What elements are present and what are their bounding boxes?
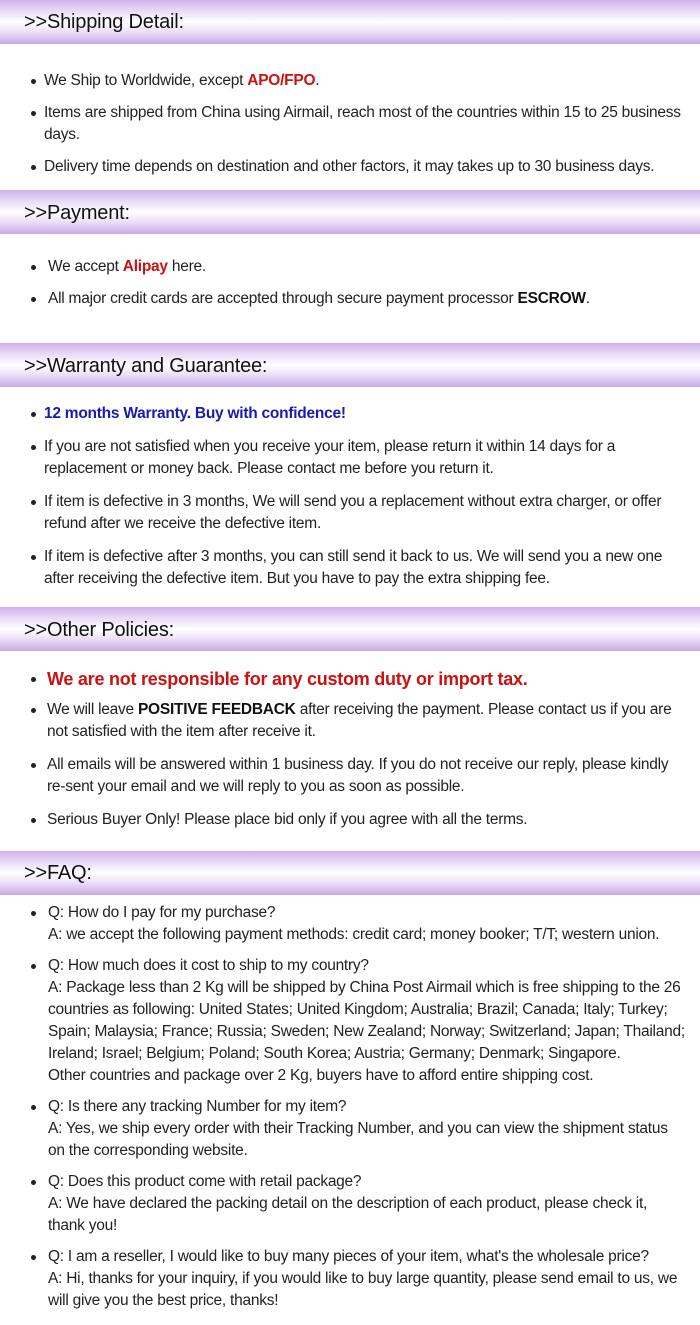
section-header-shipping (0, 0, 700, 44)
faq-answer: A: we accept the following payment methods: credit card; money booker; T/T; western union. (48, 926, 660, 943)
faq-answer: A: Package less than 2 Kg will be shipped by China Post Airmail which is free shipping to the 26 countries as following: United States; United Kingdom; Australia; Brazil; Canada; Italy; Turkey; Spain; Malaysia; France; Russia; Sweden; New Zealand; Norway; Switzerland; Japan; Thailand; Ireland; Israel; Belgium; Poland; South Korea; Austria; Germany; Denmark; Singapore. (48, 979, 685, 1062)
apo-fpo-highlight: APO/FPO (247, 72, 316, 89)
section-header-other-policies (0, 607, 700, 651)
list-item: 12 months Warranty. Buy with confidence! (0, 403, 700, 425)
section-header-faq (0, 851, 700, 895)
list-item: All emails will be answered within 1 business day. If you do not receive our reply, please kindly re-sent your email and we will reply to you as soon as possible. (0, 754, 700, 798)
other-policies-list (0, 668, 700, 831)
faq-question: Q: How much does it cost to ship to my country? (48, 957, 369, 974)
section-title: >>Warranty and Guarantee: (24, 355, 268, 377)
faq-item (0, 902, 700, 946)
item-text: We Ship to Worldwide, except (44, 72, 248, 89)
section-title: >>Payment: (24, 202, 130, 224)
section-header-warranty (0, 343, 700, 387)
faq-question: Q: Does this product come with retail package? (48, 1173, 362, 1190)
item-text: All major credit cards are accepted through secure payment processor (48, 290, 518, 307)
list-item (0, 288, 700, 310)
faq-item (0, 955, 700, 1087)
list-item: If item is defective after 3 months, you can still send it back to us. We will send you a new one after receiving the defective item. But you have to pay the extra shipping fee. (0, 546, 700, 590)
positive-feedback-bold: POSITIVE FEEDBACK (137, 701, 296, 718)
list-item (0, 256, 700, 278)
item-text: . (585, 290, 590, 307)
item-text: We will leave (47, 701, 138, 718)
list-item: Serious Buyer Only! Please place bid only if you agree with all the terms. (0, 809, 700, 831)
item-text: We accept (48, 258, 123, 275)
faq-answer: A: Hi, thanks for your inquiry, if you would like to buy large quantity, please send email to us, we will give you the best price, thanks! (48, 1270, 678, 1309)
faq-answer: A: We have declared the packing detail on the description of each product, please check it, thank you! (48, 1195, 648, 1234)
list-item: Items are shipped from China using Airmail, reach most of the countries within 15 to 25 business days. (0, 102, 700, 146)
section-title: >>FAQ: (24, 862, 92, 884)
item-text: here. (167, 258, 206, 275)
faq-question: Q: How do I pay for my purchase? (48, 904, 276, 921)
list-item: If you are not satisfied when you receive your item, please return it within 14 days for a replacement or money back. Please contact me before you return it. (0, 436, 700, 480)
list-item (0, 70, 700, 92)
faq-list (0, 902, 700, 1312)
list-item: Delivery time depends on destination and other factors, it may takes up to 30 business days. (0, 156, 700, 178)
faq-question: Q: Is there any tracking Number for my item? (48, 1098, 347, 1115)
item-text: after receiving the payment. Please contact us if you are not satisfied with the item after receive it. (47, 701, 672, 740)
payment-list (0, 256, 700, 310)
shipping-list (0, 70, 700, 178)
faq-answer-extra: Other countries and package over 2 Kg, buyers have to afford entire shipping cost. (48, 1067, 594, 1084)
section-title: >>Shipping Detail: (24, 11, 184, 33)
section-header-payment (0, 190, 700, 234)
list-item: If item is defective in 3 months, We will send you a replacement without extra charger, or offer refund after we receive the defective item. (0, 491, 700, 535)
item-text: . (315, 72, 320, 89)
list-item: We are not responsible for any custom duty or import tax. (0, 668, 700, 690)
faq-item (0, 1171, 700, 1237)
faq-question: Q: I am a reseller, I would like to buy many pieces of your item, what's the wholesale price? (48, 1248, 649, 1265)
faq-item (0, 1246, 700, 1312)
faq-item (0, 1096, 700, 1162)
warranty-list (0, 403, 700, 590)
list-item (0, 699, 700, 743)
escrow-bold: ESCROW (517, 290, 586, 307)
section-title: >>Other Policies: (24, 619, 175, 641)
faq-answer: A: Yes, we ship every order with their Tracking Number, and you can view the shipment status on the corresponding website. (48, 1120, 668, 1159)
alipay-highlight: Alipay (122, 258, 168, 275)
